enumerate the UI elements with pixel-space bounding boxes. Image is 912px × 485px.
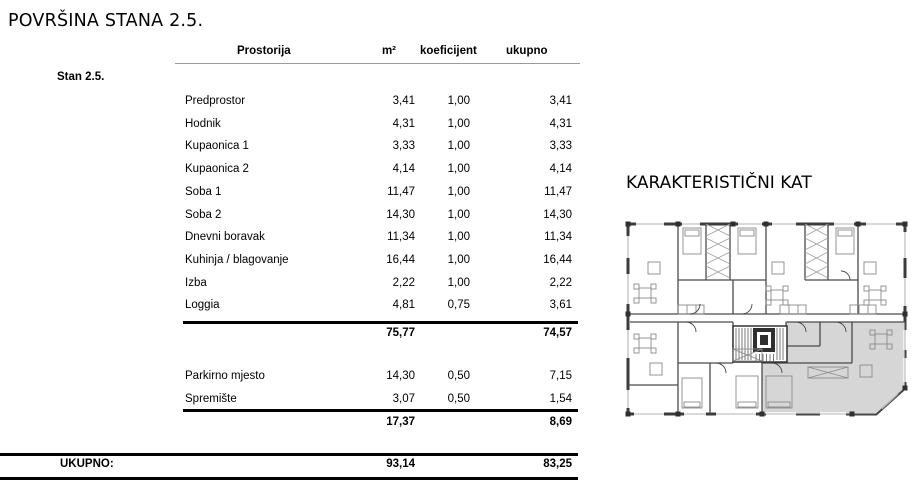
cell-ukupno: 7,15 bbox=[549, 370, 572, 382]
cell-m2: 75,77 bbox=[386, 327, 415, 339]
cell-name: Kupaonica 1 bbox=[185, 140, 249, 153]
cell-ukupno: 11,47 bbox=[544, 185, 572, 198]
table-row bbox=[185, 139, 572, 154]
cell-ukupno: 3,33 bbox=[549, 140, 572, 153]
cell-name bbox=[185, 415, 370, 430]
total-rule-bottom bbox=[0, 477, 578, 480]
cell-name: Predprostor bbox=[185, 95, 246, 107]
cell-m2: 11,47 bbox=[387, 185, 415, 198]
table-row bbox=[185, 208, 572, 223]
cell-koef: 0,50 bbox=[447, 370, 470, 382]
cell-name: Kupaonica 2 bbox=[185, 163, 249, 176]
cell-m2: 3,33 bbox=[392, 140, 415, 153]
cell-koef bbox=[415, 326, 470, 341]
cell-ukupno: 2,22 bbox=[549, 276, 572, 289]
cell-koef: 1,00 bbox=[447, 185, 470, 198]
subtotal-row-1 bbox=[185, 326, 572, 341]
column-header-prostorija: Prostorija bbox=[237, 45, 291, 57]
table-row bbox=[185, 276, 572, 291]
cell-name: Izba bbox=[185, 276, 207, 289]
total-row bbox=[185, 457, 572, 472]
cell-name: Soba 2 bbox=[185, 208, 222, 221]
table-row bbox=[185, 369, 572, 384]
cell-ukupno: 74,57 bbox=[543, 327, 572, 339]
cell-m2: 17,37 bbox=[386, 416, 415, 428]
cell-koef bbox=[415, 415, 470, 430]
cell-koef: 1,00 bbox=[447, 253, 470, 266]
cell-name bbox=[185, 326, 370, 341]
cell-koef: 1,00 bbox=[447, 117, 470, 130]
column-header-m2: m² bbox=[381, 45, 396, 57]
table-row bbox=[185, 230, 572, 245]
cell-ukupno: 4,14 bbox=[549, 163, 572, 176]
column-header-koeficijent: koeficijent bbox=[420, 45, 477, 57]
cell-name: Soba 1 bbox=[185, 185, 222, 198]
cell-ukupno: 8,69 bbox=[549, 416, 572, 428]
cell-ukupno: 16,44 bbox=[543, 253, 572, 266]
cell-ukupno: 3,41 bbox=[549, 95, 572, 107]
cell-koef bbox=[415, 457, 470, 472]
cell-name: Parkirno mjesto bbox=[185, 370, 265, 382]
table-row bbox=[185, 253, 572, 268]
cell-m2: 3,41 bbox=[392, 95, 415, 107]
cell-ukupno: 83,25 bbox=[543, 458, 572, 470]
cell-ukupno: 4,31 bbox=[549, 117, 572, 130]
table-row bbox=[185, 392, 572, 407]
subtotal-rule-1 bbox=[183, 321, 578, 324]
total-label: UKUPNO: bbox=[60, 458, 114, 470]
cell-koef: 1,00 bbox=[447, 276, 470, 289]
cell-m2: 4,14 bbox=[392, 163, 415, 176]
cell-m2: 93,14 bbox=[386, 458, 415, 470]
cell-name: Loggia bbox=[185, 299, 220, 312]
cell-koef: 1,00 bbox=[447, 95, 470, 107]
staircase bbox=[733, 326, 787, 362]
page-title: POVRŠINA STANA 2.5. bbox=[8, 11, 204, 31]
cell-m2: 4,81 bbox=[392, 299, 415, 312]
table-row bbox=[185, 94, 572, 109]
cell-name: Hodnik bbox=[185, 117, 221, 130]
cell-m2: 16,44 bbox=[386, 253, 415, 266]
table-row bbox=[185, 298, 572, 313]
cell-m2: 11,34 bbox=[387, 231, 415, 244]
cell-koef: 1,00 bbox=[447, 140, 470, 153]
column-header-ukupno: ukupno bbox=[506, 45, 548, 57]
cell-m2: 14,30 bbox=[386, 370, 415, 382]
cell-koef: 0,75 bbox=[447, 299, 470, 312]
floor-plan bbox=[620, 218, 912, 422]
cell-ukupno: 1,54 bbox=[549, 392, 572, 405]
cell-m2: 14,30 bbox=[386, 208, 415, 221]
stan-label: Stan 2.5. bbox=[57, 71, 105, 83]
cell-name: Dnevni boravak bbox=[185, 231, 265, 244]
cell-koef: 1,00 bbox=[447, 208, 470, 221]
cell-m2: 4,31 bbox=[392, 117, 415, 130]
cell-koef: 0,50 bbox=[447, 392, 470, 405]
cell-name: Spremište bbox=[185, 392, 237, 405]
table-row bbox=[185, 162, 572, 177]
cell-koef: 1,00 bbox=[447, 163, 470, 176]
cell-name bbox=[185, 457, 370, 472]
subtotal-row-2 bbox=[185, 415, 572, 430]
cell-ukupno: 14,30 bbox=[543, 208, 572, 221]
subtotal-rule-2 bbox=[183, 409, 578, 412]
cell-koef: 1,00 bbox=[447, 231, 470, 244]
cell-name: Kuhinja / blagovanje bbox=[185, 253, 289, 266]
table-row bbox=[185, 185, 572, 200]
cell-ukupno: 11,34 bbox=[544, 231, 572, 244]
table-row bbox=[185, 117, 572, 132]
cell-ukupno: 3,61 bbox=[549, 299, 572, 312]
header-rule bbox=[175, 63, 580, 64]
cell-m2: 3,07 bbox=[392, 392, 415, 405]
cell-m2: 2,22 bbox=[392, 276, 415, 289]
floor-plan-title: KARAKTERISTIČNI KAT bbox=[626, 173, 812, 193]
total-rule-top bbox=[0, 453, 578, 456]
